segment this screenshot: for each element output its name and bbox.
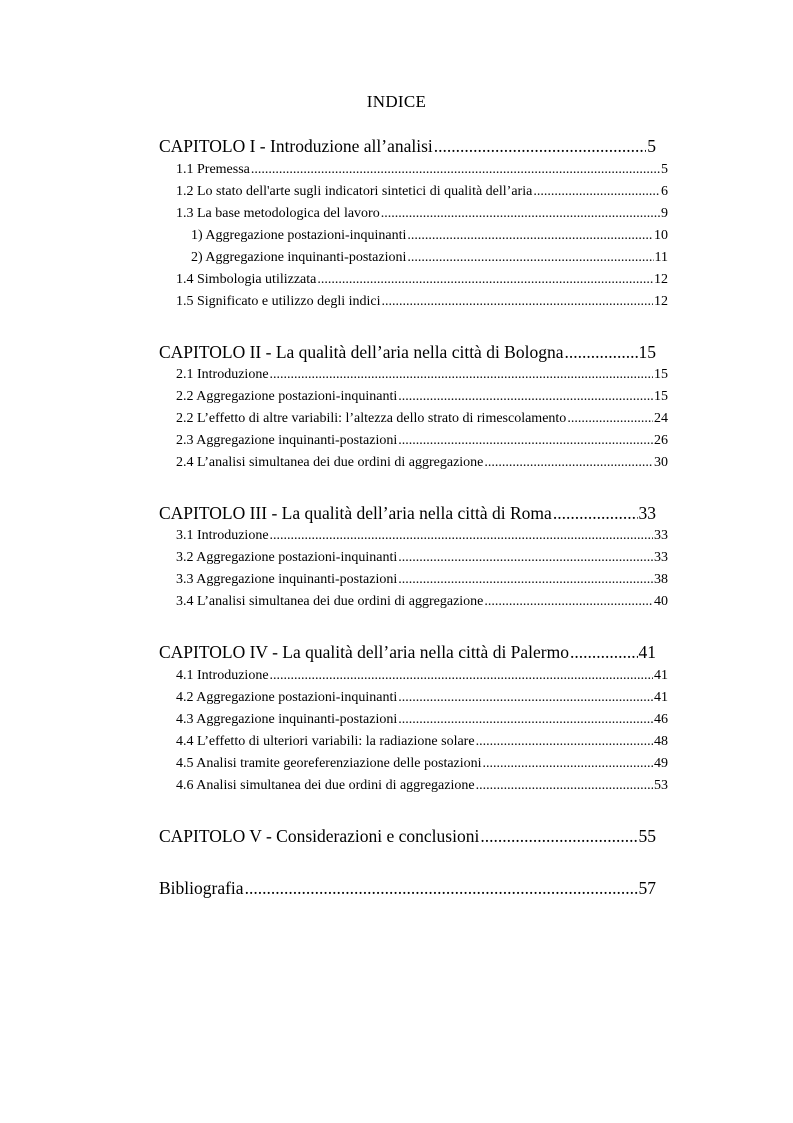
leader-dots: [270, 668, 653, 684]
leader-dots: [381, 206, 660, 222]
leader-dots: [476, 778, 653, 794]
leader-dots: [398, 572, 653, 588]
toc-entry: [176, 206, 668, 222]
toc-entry: [176, 455, 668, 471]
toc-entry: [176, 778, 668, 794]
toc-subentry: [191, 250, 668, 266]
toc-entry: [176, 734, 668, 750]
leader-dots: [317, 272, 653, 288]
toc-entry: [176, 712, 668, 728]
toc-entry-label: 1.5 Significato e utilizzo degli indici: [176, 294, 381, 309]
leader-dots: [567, 411, 653, 427]
toc-entry: [176, 572, 668, 588]
toc-entry-page: 40: [654, 594, 668, 609]
leader-dots: [483, 756, 653, 772]
toc-entry-label: 2.3 Aggregazione inquinanti-postazioni: [176, 433, 398, 448]
toc-entry-label: 4.5 Analisi tramite georeferenziazione delle postazioni: [176, 756, 482, 771]
toc-entry: [176, 594, 668, 610]
toc-entry-label: 4.2 Aggregazione postazioni-inquinanti: [176, 690, 398, 705]
toc-entry-label: 4.1 Introduzione: [176, 668, 269, 683]
toc-chapter-page: 33: [638, 503, 656, 523]
toc-entry-label: 3.1 Introduzione: [176, 528, 269, 543]
toc-entry-page: 48: [654, 734, 668, 749]
leader-dots: [533, 184, 660, 200]
toc-entry-page: 9: [661, 206, 668, 221]
toc-entry-page: 38: [654, 572, 668, 587]
toc-entry-label: 3.3 Aggregazione inquinanti-postazioni: [176, 572, 398, 587]
leader-dots: [434, 136, 646, 157]
toc-entry-page: 5: [661, 162, 668, 177]
toc-entry-page: 11: [654, 250, 668, 265]
leader-dots: [398, 550, 653, 566]
toc-entry-label: 3.2 Aggregazione postazioni-inquinanti: [176, 550, 398, 565]
toc-entry-page: 15: [654, 389, 668, 404]
toc-entry-page: 15: [654, 367, 668, 382]
toc-chapter-3: [159, 503, 656, 524]
toc-entry-label: 2.2 L’effetto di altre variabili: l’altezza dello strato di rimescolamento: [176, 411, 567, 426]
toc-entry-label: 2.2 Aggregazione postazioni-inquinanti: [176, 389, 398, 404]
toc-entry: [176, 756, 668, 772]
leader-dots: [398, 690, 653, 706]
toc-chapter-4: [159, 642, 656, 663]
toc-entry-label: 4.3 Aggregazione inquinanti-postazioni: [176, 712, 398, 727]
toc-entry-label: 2) Aggregazione inquinanti-postazioni: [191, 250, 407, 265]
toc-bibliography: [159, 878, 656, 899]
toc-entry-label: 2.4 L’analisi simultanea dei due ordini di aggregazione: [176, 455, 484, 470]
toc-chapter-page: 5: [647, 136, 656, 156]
leader-dots: [570, 642, 638, 663]
leader-dots: [398, 389, 653, 405]
toc-entry-page: 46: [654, 712, 668, 727]
toc-entry: [176, 690, 668, 706]
toc-chapter-label: CAPITOLO III - La qualità dell’aria nella città di Roma: [159, 503, 552, 523]
toc-chapter-label: CAPITOLO II - La qualità dell’aria nella città di Bologna: [159, 342, 564, 362]
toc-entry-page: 6: [661, 184, 668, 199]
page-title: INDICE: [366, 92, 427, 111]
leader-dots: [484, 594, 653, 610]
toc-chapter-5: [159, 826, 656, 847]
toc-entry-page: 49: [654, 756, 668, 771]
toc-entry: [176, 389, 668, 405]
toc-entry-page: 10: [654, 228, 668, 243]
toc-entry-label: 1.2 Lo stato dell'arte sugli indicatori sintetici di qualità dell’aria: [176, 184, 533, 199]
toc-entry: [176, 367, 668, 383]
toc-entry: [176, 550, 668, 566]
toc-entry-page: 41: [654, 690, 668, 705]
toc-entry-label: 1.4 Simbologia utilizzata: [176, 272, 317, 287]
toc-entry-page: 26: [654, 433, 668, 448]
toc-entry-page: 53: [654, 778, 668, 793]
leader-dots: [270, 528, 653, 544]
leader-dots: [382, 294, 653, 310]
leader-dots: [480, 826, 637, 847]
toc-chapter-page: 57: [638, 878, 656, 898]
toc-chapter-page: 15: [638, 342, 656, 362]
toc-entry-page: 24: [654, 411, 668, 426]
toc-entry-label: 4.6 Analisi simultanea dei due ordini di aggregazione: [176, 778, 475, 793]
toc-entry-page: 33: [654, 528, 668, 543]
toc-entry: [176, 528, 668, 544]
leader-dots: [245, 878, 638, 899]
toc-entry: [176, 272, 668, 288]
toc-entry: [176, 184, 668, 200]
toc-subentry: [191, 228, 668, 244]
leader-dots: [398, 433, 653, 449]
toc-entry: [176, 668, 668, 684]
toc-chapter-label: CAPITOLO V - Considerazioni e conclusioni: [159, 826, 480, 846]
toc-entry-label: 3.4 L’analisi simultanea dei due ordini di aggregazione: [176, 594, 484, 609]
toc-entry: [176, 411, 668, 427]
toc-chapter-2: [159, 342, 656, 363]
toc-chapter-label: CAPITOLO IV - La qualità dell’aria nella città di Palermo: [159, 642, 569, 662]
leader-dots: [407, 250, 653, 266]
toc-entry: [176, 294, 668, 310]
toc-entry-label: 1.3 La base metodologica del lavoro: [176, 206, 380, 221]
leader-dots: [484, 455, 653, 471]
toc-chapter-page: 55: [638, 826, 656, 846]
toc-entry-label: 1.1 Premessa: [176, 162, 250, 177]
toc-chapter-label: Bibliografia: [159, 878, 244, 898]
leader-dots: [476, 734, 653, 750]
toc-entry: [176, 162, 668, 178]
leader-dots: [398, 712, 653, 728]
leader-dots: [407, 228, 653, 244]
leader-dots: [553, 503, 638, 524]
toc-entry-page: 30: [654, 455, 668, 470]
toc-entry-page: 12: [654, 294, 668, 309]
toc-chapter-1: [159, 136, 656, 157]
toc-entry: [176, 433, 668, 449]
toc-entry-page: 41: [654, 668, 668, 683]
leader-dots: [564, 342, 637, 363]
leader-dots: [251, 162, 660, 178]
toc-entry-page: 33: [654, 550, 668, 565]
leader-dots: [270, 367, 653, 383]
toc-chapter-page: 41: [638, 642, 656, 662]
toc-entry-label: 4.4 L’effetto di ulteriori variabili: la radiazione solare: [176, 734, 475, 749]
toc-chapter-label: CAPITOLO I - Introduzione all’analisi: [159, 136, 433, 156]
toc-entry-label: 1) Aggregazione postazioni-inquinanti: [191, 228, 407, 243]
toc-entry-label: 2.1 Introduzione: [176, 367, 269, 382]
toc-entry-page: 12: [654, 272, 668, 287]
